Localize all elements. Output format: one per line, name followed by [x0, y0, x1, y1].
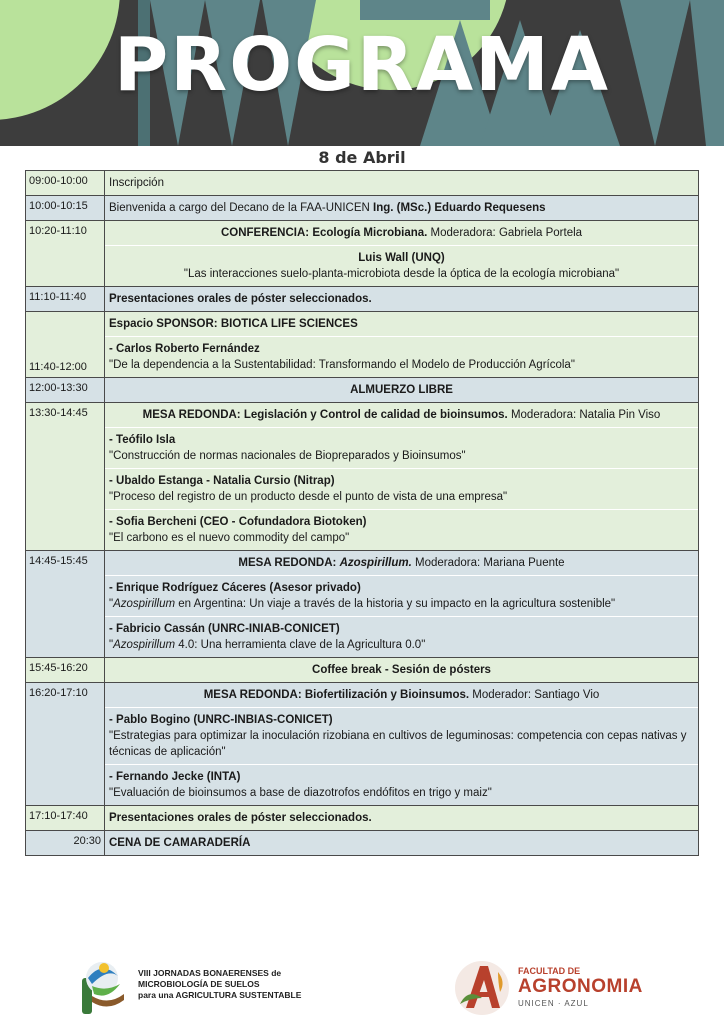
table-row: [26, 378, 698, 403]
facultad-label: FACULTAD DE: [518, 966, 581, 976]
speaker-cell: - Enrique Rodríguez Cáceres (Asesor privado) "Azospirillum en Argentina: Un viaje a través de la historia y su impacto en la agricultura sostenible": [105, 576, 698, 617]
time-cell: 11:10-11:40: [26, 287, 105, 311]
event-cell: Coffee break - Sesión de pósters: [105, 658, 698, 682]
time-cell: 20:30: [26, 831, 105, 855]
speaker-cell: - Fabricio Cassán (UNRC-INIAB-CONICET) "Azospirillum 4.0: Una herramienta clave de la Agricultura 0.0": [105, 617, 698, 657]
speaker-cell: - Fernando Jecke (INTA) "Evaluación de bioinsumos a base de diazotrofos endófitos en trigo y maiz": [105, 765, 698, 805]
time-cell: 09:00-10:00: [26, 171, 105, 195]
event-cell: CENA DE CAMARADERÍA: [105, 831, 698, 855]
time-cell: 11:40-12:00: [26, 312, 105, 377]
speaker-cell: - Carlos Roberto Fernández "De la dependencia a la Sustentabilidad: Transformando el Modelo de Producción Agrícola": [105, 337, 698, 377]
event-cell: Inscripción: [105, 171, 698, 195]
time-cell: 13:30-14:45: [26, 403, 105, 550]
schedule-table: [25, 170, 699, 856]
event-cell: ALMUERZO LIBRE: [105, 378, 698, 402]
facultad-logo: [452, 958, 652, 1018]
event-cell: Espacio SPONSOR: BIOTICA LIFE SCIENCES: [105, 312, 698, 337]
event-cell: Bienvenida a cargo del Decano de la FAA-UNICEN Ing. (MSc.) Eduardo Requesens: [105, 196, 698, 220]
jornadas-text: VIII JORNADAS BONAERENSES de MICROBIOLOGÍA DE SUELOS para una AGRICULTURA SUSTENTABLE: [138, 968, 302, 1000]
table-row: [26, 683, 698, 806]
time-cell: 15:45-16:20: [26, 658, 105, 682]
table-row: [26, 403, 698, 551]
time-cell: 14:45-15:45: [26, 551, 105, 657]
speaker-cell: - Teófilo Isla "Construcción de normas nacionales de Biopreparados y Bioinsumos": [105, 428, 698, 469]
time-cell: 16:20-17:10: [26, 683, 105, 805]
date-heading: 8 de Abril: [318, 148, 406, 167]
table-row: [26, 287, 698, 312]
jornadas-logo: [78, 956, 338, 1016]
table-row: [26, 196, 698, 221]
table-row: [26, 221, 698, 287]
table-row: [26, 551, 698, 658]
table-row: [26, 658, 698, 683]
time-cell: 10:00-10:15: [26, 196, 105, 220]
event-cell: MESA REDONDA: Azospirillum. Moderadora: Mariana Puente: [105, 551, 698, 576]
event-cell: Presentaciones orales de póster seleccionados.: [105, 287, 698, 311]
table-row: [26, 831, 698, 855]
page-title: PROGRAMA: [113, 22, 611, 108]
agronomia-logo-icon: [452, 958, 512, 1018]
table-row: [26, 171, 698, 196]
event-cell: MESA REDONDA: Biofertilización y Bioinsumos. Moderador: Santiago Vio: [105, 683, 698, 708]
jornadas-logo-icon: [78, 956, 134, 1016]
event-cell: CONFERENCIA: Ecología Microbiana. Moderadora: Gabriela Portela: [105, 221, 698, 246]
time-cell: 17:10-17:40: [26, 806, 105, 830]
table-row: [26, 806, 698, 831]
event-cell: MESA REDONDA: Legislación y Control de calidad de bioinsumos. Moderadora: Natalia Pin Viso: [105, 403, 698, 428]
header-banner: [0, 0, 724, 146]
event-cell: Presentaciones orales de póster seleccionados.: [105, 806, 698, 830]
speaker-cell: Luis Wall (UNQ) "Las interacciones suelo-planta-microbiota desde la óptica de la ecología microbiana": [105, 246, 698, 286]
speaker-cell: - Sofia Bercheni (CEO - Cofundadora Biotoken) "El carbono es el nuevo commodity del campo": [105, 510, 698, 550]
table-row: [26, 312, 698, 378]
speaker-cell: - Ubaldo Estanga - Natalia Cursio (Nitrap) "Proceso del registro de un producto desde el punto de vista de una empresa": [105, 469, 698, 510]
time-cell: 10:20-11:10: [26, 221, 105, 286]
facultad-subtitle: UNICEN · AZUL: [518, 999, 589, 1008]
speaker-cell: - Pablo Bogino (UNRC-INBIAS-CONICET) "Estrategias para optimizar la inoculación rizobiana en cultivos de leguminosas: competencia con cepas nativas y técnicas de aplicación": [105, 708, 698, 765]
facultad-name: AGRONOMIA: [518, 976, 643, 997]
time-cell: 12:00-13:30: [26, 378, 105, 402]
